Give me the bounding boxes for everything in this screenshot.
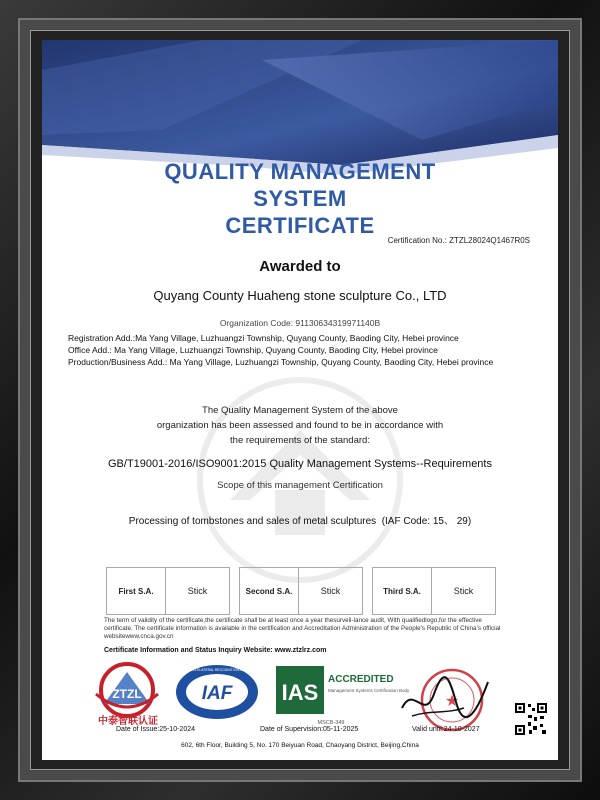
- ztzl-logo-text: ZTZL: [112, 687, 142, 701]
- assessment-statement: [42, 403, 558, 448]
- signature-seal: [394, 664, 494, 734]
- iaf-ring-text: MEMBER OF MULTILATERAL RECOGNITION ARRANGEMENT: [167, 668, 267, 672]
- ias-sub-text: Management Systems Certification Body: [328, 688, 410, 693]
- valid-until: Valid until:24-10-2027: [412, 726, 480, 733]
- inquiry-website: Certificate Information and Status Inquiry Website: www.ztzlrz.com: [104, 647, 327, 654]
- date-of-supervision: Date of Supervision:05-11-2025: [260, 726, 359, 733]
- footer-address: 602, 6th Floor, Building 5, No. 170 Beiyuan Road, Chaoyang District, Beijing,China: [181, 742, 419, 749]
- title-line-1: QUALITY MANAGEMENT: [164, 159, 436, 184]
- third-sa-label: Third S.A.: [373, 568, 432, 614]
- office-address: Office Add.: Ma Yang Village, Luzhuangzi Township, Quyang County, Baoding City, Hebei province: [68, 345, 438, 355]
- svg-text:★: ★: [444, 693, 460, 710]
- ztzl-chinese-name: 中泰智联认证: [98, 716, 158, 727]
- registration-address: Registration Add.:Ma Yang Village, Luzhuangzi Township, Quyang County, Baoding City, Hebei province: [68, 333, 459, 343]
- statement-line: the requirements of the standard:: [230, 435, 370, 446]
- certification-number-label: Certification No.:: [387, 236, 447, 245]
- ias-accredited-text: ACCREDITED: [328, 674, 394, 685]
- second-sa-value: Stick: [320, 586, 341, 596]
- certificate-paper: [42, 40, 558, 760]
- first-surveillance-box: [106, 567, 230, 615]
- ias-logo: [276, 662, 410, 718]
- standard-name: GB/T19001-2016/ISO9001:2015 Quality Management Systems--Requirements: [108, 458, 492, 470]
- scope-label: Scope of this management Certification: [217, 480, 383, 491]
- address-block: [68, 332, 538, 368]
- ias-logo-text: IAS: [281, 680, 319, 705]
- organization-code: Organization Code: 91130634319971140B: [219, 318, 381, 328]
- iaf-logo: [167, 662, 267, 722]
- validity-fine-print: The term of validity of the certificate,the certificate shall be at least once a year thesurveil-lance audit, With qualifiedlogo,for the effective certificate. The certificate information is available in the certification and Accreditation Administration of the People’s Republic of China’s official websitewww.cnca.gov.cn: [104, 617, 501, 640]
- company-name: Quyang County Huaheng stone sculpture Co., LTD: [153, 288, 447, 303]
- iaf-logo-text: IAF: [201, 683, 233, 704]
- title-line-2: SYSTEM: [253, 186, 347, 211]
- date-of-issue: Date of Issue:25-10-2024: [116, 726, 195, 733]
- second-surveillance-box: [239, 567, 363, 615]
- third-surveillance-box: [372, 567, 496, 615]
- first-sa-value: Stick: [187, 586, 208, 596]
- qr-code-icon: [514, 702, 548, 736]
- statement-line: organization has been assessed and found to be in accordance with: [156, 420, 444, 431]
- title-line-3: CERTIFICATE: [225, 213, 375, 238]
- certification-number-value: ZTZL28024Q1467R0S: [449, 236, 530, 245]
- third-sa-value: Stick: [453, 586, 474, 596]
- second-sa-label: Second S.A.: [240, 568, 299, 614]
- first-sa-label: First S.A.: [107, 568, 166, 614]
- ias-code: MSCB-349: [317, 720, 345, 726]
- production-address: Production/Business Add.: Ma Yang Village, Luzhuangzi Township, Quyang County, Baoding City, Hebei province: [68, 357, 494, 367]
- statement-line: The Quality Management System of the above: [202, 405, 398, 416]
- certification-number: [388, 236, 530, 245]
- awarded-to-heading: Awarded to: [259, 258, 341, 275]
- scope-text: Processing of tombstones and sales of metal sculptures (IAF Code: 15、 29): [128, 516, 472, 527]
